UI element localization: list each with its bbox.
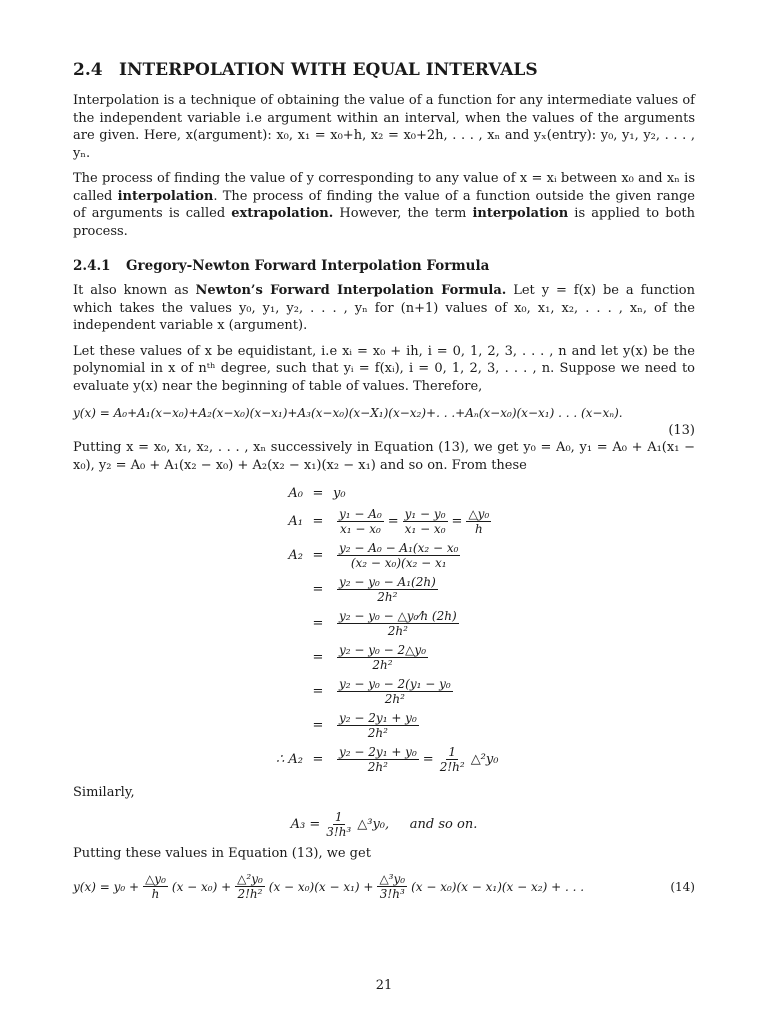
- denominator: 2h²: [387, 623, 408, 638]
- subsection-title: Gregory-Newton Forward Interpolation Formula: [126, 258, 490, 274]
- page-content: [73, 60, 695, 907]
- equals-sign: =: [312, 547, 324, 563]
- equals-sign: =: [387, 513, 399, 529]
- numerator: y₂ − y₀ − 2(y₁ − y₀: [339, 676, 451, 691]
- equation-a3: [73, 810, 695, 839]
- fraction: [337, 609, 459, 638]
- delta-term: △²y₀: [470, 751, 499, 767]
- numerator: 1: [448, 744, 456, 759]
- fraction: [438, 745, 467, 774]
- denominator: 2h²: [377, 589, 398, 604]
- derivation-array: [253, 482, 695, 776]
- fraction: [337, 507, 384, 536]
- equals-sign: =: [312, 581, 324, 597]
- numerator: △³y₀: [379, 872, 406, 886]
- text-span: The process of finding the value of y corresponding to any value of x = xᵢ between x₀ and xₙ is called: [73, 171, 695, 204]
- equation-14: [73, 872, 695, 901]
- eq14-part: (x − x₀)(x − x₁) +: [268, 879, 374, 894]
- numerator: y₂ − y₀ − △y₀⁄h (2h): [339, 608, 457, 623]
- text-span: . The process of finding the value of a function outside the given range of arguments is called: [73, 188, 696, 221]
- row-rhs: [333, 643, 432, 672]
- fraction: [466, 507, 491, 536]
- row-lhs: A₀: [288, 485, 303, 501]
- denominator: 2h²: [367, 725, 388, 740]
- numerator: △y₀: [468, 506, 490, 521]
- section-title: INTERPOLATION WITH EQUAL INTERVALS: [119, 60, 538, 80]
- paragraph-similarly: Similarly,: [73, 785, 135, 800]
- paragraph-putting: Putting x = x₀, x₁, x₂, . . . , xₙ successively in Equation (13), we get y₀ = A₀, y₁ = A₀ + A₁(x₁ − x₀), y₂ = A₀ + A₁(x₂ − x₀) + A₂(x₂ − x₁)(x₂ − x₁) and so on. From these: [73, 440, 695, 473]
- fraction: [337, 575, 438, 604]
- row-rhs: [333, 711, 423, 740]
- a3-lhs: A₃ =: [290, 816, 321, 832]
- equation-13: [73, 405, 695, 439]
- text-span: is applied to both process.: [73, 206, 695, 239]
- numerator: y₂ − y₀ − A₁(2h): [339, 574, 436, 589]
- subsection-number: 2.4.1: [73, 258, 111, 274]
- numerator: y₁ − y₀: [404, 506, 446, 521]
- numerator: 1: [334, 809, 343, 824]
- denominator: x₁ − x₀: [404, 521, 446, 536]
- denominator: 2h²: [372, 657, 393, 672]
- eq14-part: y(x) = y₀ +: [73, 879, 140, 894]
- section-number: 2.4: [73, 60, 103, 80]
- numerator: △y₀: [145, 872, 166, 886]
- fraction: [403, 507, 448, 536]
- paragraph-putting-values: Putting these values in Equation (13), we get: [73, 845, 371, 861]
- equation-13-body: y(x) = A₀+A₁(x−x₀)+A₂(x−x₀)(x−x₁)+A₃(x−x₀)(x−X₁)(x−x₂)+. . .+Aₙ(x−x₀)(x−x₁) . . . (x−xₙ).: [73, 406, 623, 420]
- row-lhs: A₁: [288, 513, 303, 529]
- denominator: x₁ − x₀: [339, 521, 381, 536]
- denominator: 2!h²: [439, 759, 465, 774]
- numerator: y₁ − A₀: [339, 506, 382, 521]
- numerator: y₂ − A₀ − A₁(x₂ − x₀: [339, 540, 459, 555]
- equation-13-tag: (13): [668, 423, 695, 438]
- row-rhs: [333, 745, 498, 774]
- equals-sign: =: [312, 717, 324, 733]
- derivation-row: [253, 640, 695, 674]
- derivation-row: [253, 742, 695, 776]
- derivation-row: [253, 708, 695, 742]
- numerator: y₂ − y₀ − 2△y₀: [339, 642, 426, 657]
- denominator: (x₂ − x₀)(x₂ − x₁: [350, 555, 447, 570]
- paragraph-equidistant: Let these values of x be equidistant, i.e xᵢ = x₀ + ih, i = 0, 1, 2, 3, . . . , n and let y(x) be the polynomial in x of nᵗʰ degree, such that yᵢ = f(xᵢ), i = 0, 1, 2, 3, . . . , n. Suppose we need to evaluate y(x) near the beginning of table of values. Therefore,: [73, 343, 695, 394]
- row-rhs: [333, 541, 464, 570]
- derivation-row: [253, 538, 695, 572]
- fraction: [235, 872, 265, 901]
- fraction: [143, 872, 168, 901]
- row-lhs: A₂: [288, 547, 303, 563]
- denominator: 2!h²: [237, 887, 263, 901]
- fraction: [337, 677, 453, 706]
- derivation-row: [253, 572, 695, 606]
- row-rhs: [333, 609, 463, 638]
- numerator: △²y₀: [237, 872, 263, 886]
- equation-14-body: [73, 872, 584, 901]
- paragraph-newton: [73, 282, 695, 335]
- row-rhs: [333, 507, 495, 536]
- equals-sign: =: [422, 751, 434, 767]
- equals-sign: =: [451, 513, 463, 529]
- term-interpolation: interpolation: [117, 188, 214, 204]
- derivation-row: [253, 674, 695, 708]
- equals-sign: =: [312, 683, 324, 699]
- numerator: y₂ − 2y₁ + y₀: [339, 710, 417, 725]
- term-newton-formula: Newton’s Forward Interpolation Formula.: [195, 283, 507, 298]
- equals-sign: =: [312, 615, 324, 631]
- denominator: h: [151, 887, 160, 901]
- row-rhs: [333, 677, 457, 706]
- fraction: [337, 711, 419, 740]
- fraction: [377, 872, 407, 901]
- eq14-part: (x − x₀)(x − x₁)(x − x₂) + . . .: [411, 879, 585, 894]
- numerator: y₂ − 2y₁ + y₀: [339, 744, 417, 759]
- equals-sign: =: [312, 485, 324, 501]
- text-span: It also known as: [73, 283, 196, 298]
- fraction: [337, 745, 419, 774]
- section-heading: [73, 60, 695, 80]
- equals-sign: =: [312, 649, 324, 665]
- equals-sign: =: [312, 513, 324, 529]
- fraction: [337, 541, 460, 570]
- row-lhs: ∴ A₂: [275, 751, 303, 767]
- paragraph-intro: Interpolation is a technique of obtaining the value of a function for any intermediate values of the independent variable i.e argument within an interval, when the values of the arguments are given. Here, x(argument): x₀, x₁ = x₀+h, x₂ = x₀+2h, . . . , xₙ and yₓ(entry): y₀, y₁, y₂, . . . , yₙ.: [73, 93, 695, 161]
- a3-tail: △³y₀, and so on.: [357, 816, 478, 832]
- row-rhs: y₀: [333, 485, 346, 501]
- derivation-row: [253, 504, 695, 538]
- text-span: Let y = f(x) be a function which takes the values y₀, y₁, y₂, . . . , yₙ for (n+1) values of x₀, x₁, x₂, . . . , xₙ, of the independent variable x (argument).: [73, 283, 696, 333]
- denominator: 3!h³: [379, 887, 405, 901]
- row-rhs: [333, 575, 442, 604]
- fraction: [324, 810, 353, 839]
- page-number: 21: [375, 978, 393, 993]
- paragraph-definition: [73, 170, 695, 240]
- text-span: However, the term: [333, 206, 473, 221]
- derivation-row: [253, 482, 695, 504]
- subsection-heading: [73, 258, 695, 274]
- denominator: 2h²: [384, 691, 405, 706]
- term-interpolation-2: interpolation: [472, 206, 569, 221]
- eq14-part: (x − x₀) +: [171, 879, 232, 894]
- fraction: [337, 643, 428, 672]
- denominator: h: [474, 521, 483, 536]
- denominator: 2h²: [367, 759, 388, 774]
- derivation-row: [253, 606, 695, 640]
- equals-sign: =: [312, 751, 324, 767]
- term-extrapolation: extrapolation.: [231, 206, 334, 221]
- equation-14-tag: (14): [670, 879, 695, 894]
- denominator: 3!h³: [326, 824, 352, 839]
